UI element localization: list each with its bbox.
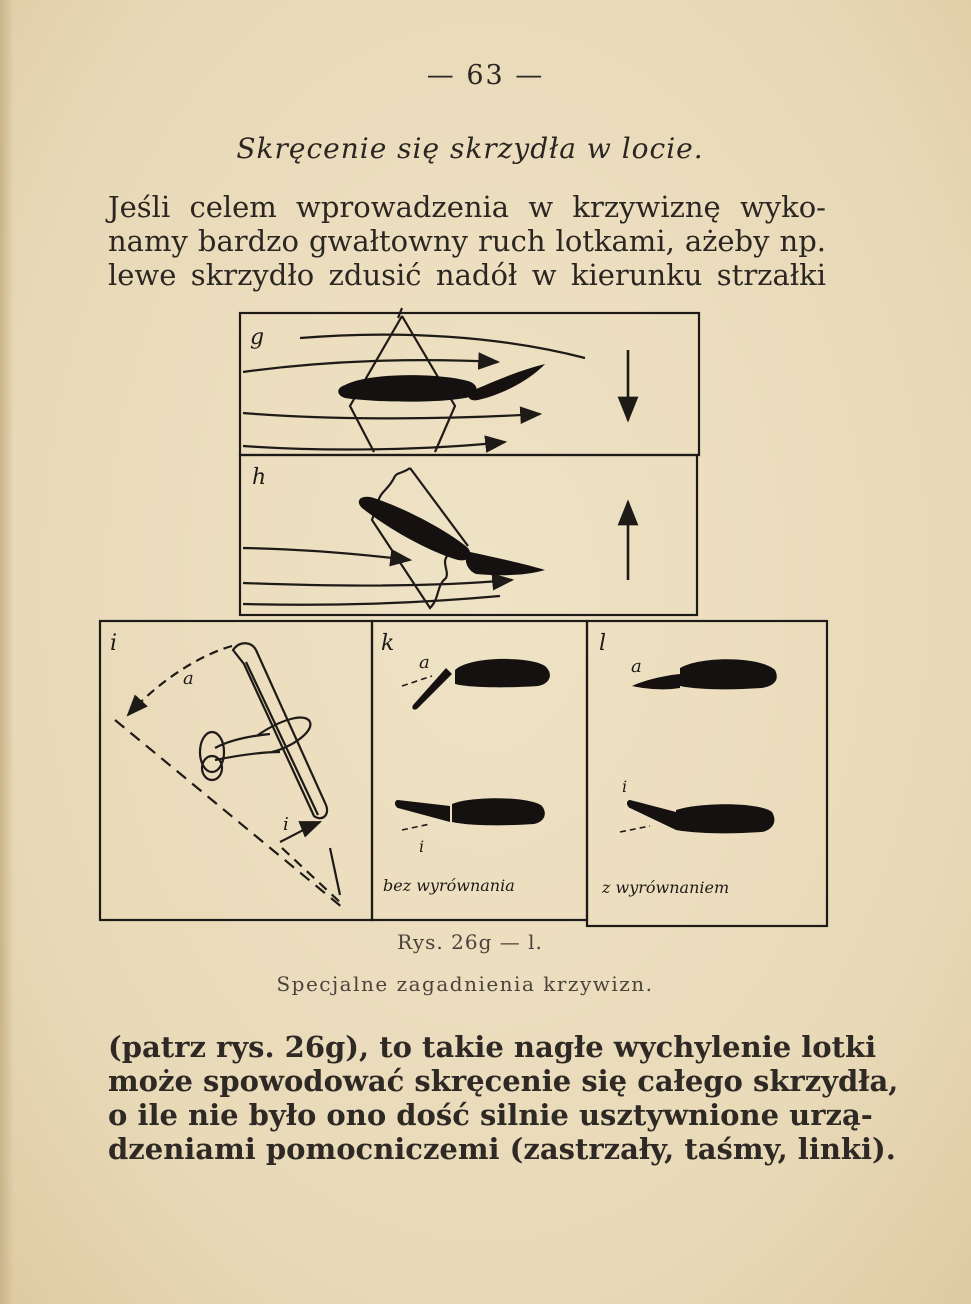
note-z-wyrownaniem: z wyrównaniem [602,878,730,897]
mark-i: i [419,837,425,856]
panel-i [100,621,372,920]
paragraph-line: lewe skrzydło zdusić nadół w kierunku strzałki [108,258,826,292]
airfoil-profile [338,364,545,402]
panel-g [240,308,699,455]
panel-k [372,621,587,920]
panel-l [587,621,827,926]
panel-label-h: h [252,465,267,490]
mark-a: a [631,656,642,677]
panel-h [240,455,697,615]
paragraph-line: o ile nie było ono dość silnie usztywnione urzą- [108,1098,873,1132]
note-bez-wyrownania: bez wyrównania [383,876,515,895]
mark-i: i [622,777,628,796]
aileron-profiles-k [395,659,550,825]
aileron-profiles-l [627,659,777,833]
section-title: Skręcenie się skrzydła w locie. [236,132,704,165]
figure-subcaption: Specjalne zagadnienia krzywizn. [276,972,654,996]
paragraph-bottom [108,1030,899,1166]
mark-a: a [419,652,430,673]
mark-i: i [283,814,289,835]
figure-caption: Rys. 26g — l. [397,930,543,954]
paragraph-line: namy bardzo gwałtowny ruch lotkami, ażeby np. [108,224,826,258]
page-number: — 63 — [426,60,545,91]
panel-label-l: l [599,631,607,656]
panel-label-k: k [381,631,395,656]
panel-label-g: g [250,325,265,350]
airfoil-profile-tilted [359,497,545,575]
paragraph-line: Jeśli celem wprowadzenia w krzywiznę wyko- [108,190,826,224]
paragraph-line: może spowodować skręcenie się całego skrzydła, [108,1064,899,1098]
mark-a: a [183,668,194,689]
paragraph-line: dzeniami pomocniczemi (zastrzały, taśmy, linki). [108,1132,896,1166]
panel-label-i: i [110,631,118,656]
paragraph-line: (patrz rys. 26g), to takie nagłe wychylenie lotki [108,1030,877,1064]
